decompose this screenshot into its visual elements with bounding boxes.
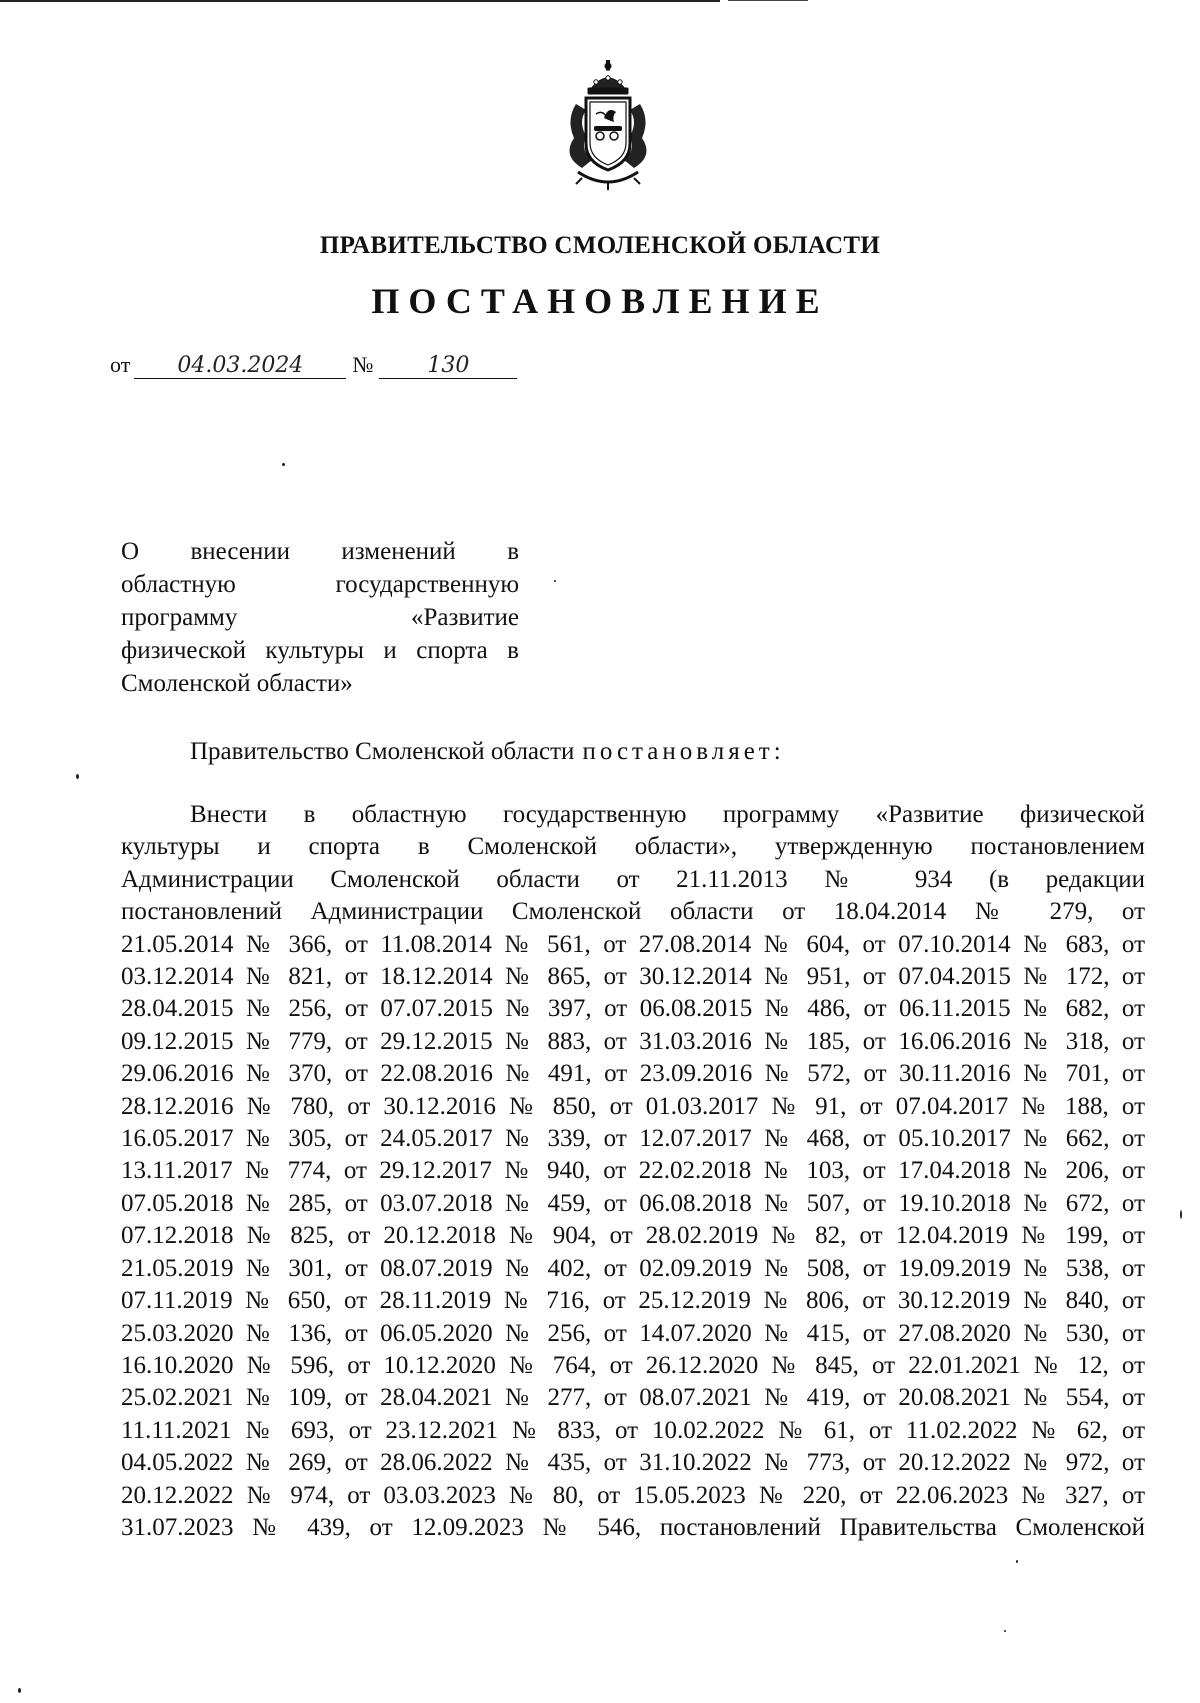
number-label: №: [352, 352, 374, 377]
body-line: 16.10.2020 № 596, от 10.12.2020 № 764, от 26.12.2020 № 845, от 22.01.2021 № 12, от: [121, 1351, 1145, 1379]
subject-line: О внесении изменений в: [121, 538, 519, 565]
body-line: 20.12.2022 № 974, от 03.03.2023 № 80, от 15.05.2023 № 220, от 22.06.2023 № 327, от: [121, 1481, 1145, 1509]
body-line: 25.03.2020 № 136, от 06.05.2020 № 256, от 14.07.2020 № 415, от 27.08.2020 № 530, от: [121, 1319, 1145, 1347]
scan-speck: [18, 1688, 21, 1693]
resolve-verb: постановляет:: [582, 738, 785, 765]
body-line: 04.05.2022 № 269, от 28.06.2022 № 435, от 31.10.2022 № 773, от 20.12.2022 № 972, от: [121, 1449, 1145, 1477]
body-line: 21.05.2014 № 366, от 11.08.2014 № 561, от 27.08.2014 № 604, от 07.10.2014 № 683, от: [121, 930, 1145, 958]
body-line: 07.11.2019 № 650, от 28.11.2019 № 716, от 25.12.2019 № 806, от 30.12.2019 № 840, от: [121, 1287, 1145, 1315]
subject-line: Смоленской области»: [121, 670, 353, 697]
scan-speck: [554, 580, 556, 582]
body-line: 31.07.2023 № 439, от 12.09.2023 № 546, постановлений Правительства Смоленской: [121, 1513, 1145, 1541]
document-subject: [121, 535, 519, 700]
scan-speck: [282, 463, 285, 466]
body-line: 07.12.2018 № 825, от 20.12.2018 № 904, от 28.02.2019 № 82, от 12.04.2019 № 199, от: [121, 1222, 1145, 1250]
scan-edge-rule: [0, 0, 720, 2]
resolving-clause: [190, 738, 785, 766]
body-line: 13.11.2017 № 774, от 29.12.2017 № 940, от 22.02.2018 № 103, от 17.04.2018 № 206, от: [121, 1157, 1145, 1185]
body-line: постановлений Администрации Смоленской области от 18.04.2014 № 279, от: [121, 898, 1145, 926]
government-title: ПРАВИТЕЛЬСТВО СМОЛЕНСКОЙ ОБЛАСТИ: [319, 232, 881, 259]
subject-line: физической культуры и спорта в: [121, 637, 519, 664]
body-line: 28.12.2016 № 780, от 30.12.2016 № 850, от 01.03.2017 № 91, от 07.04.2017 № 188, от: [121, 1092, 1145, 1120]
date-number-line: [110, 352, 517, 379]
scan-speck: [76, 774, 79, 779]
body-paragraph: [121, 799, 1145, 1544]
body-line: Администрации Смоленской области от 21.11.2013 № 934 (в редакции: [121, 865, 1145, 893]
resolve-lead: Правительство Смоленской области: [190, 738, 575, 765]
scan-speck: [1016, 1560, 1018, 1563]
body-line: 29.06.2016 № 370, от 22.08.2016 № 491, от 23.09.2016 № 572, от 30.11.2016 № 701, от: [121, 1060, 1145, 1088]
body-line: 09.12.2015 № 779, от 29.12.2015 № 883, от 31.03.2016 № 185, от 16.06.2016 № 318, от: [121, 1027, 1145, 1055]
from-label: от: [110, 352, 131, 377]
subject-line: областную государственную: [121, 571, 519, 598]
body-line: Внести в областную государственную программу «Развитие физической: [190, 801, 1145, 828]
body-line: 16.05.2017 № 305, от 24.05.2017 № 339, от 12.07.2017 № 468, от 05.10.2017 № 662, от: [121, 1125, 1145, 1153]
body-line: 25.02.2021 № 109, от 28.04.2021 № 277, от 08.07.2021 № 419, от 20.08.2021 № 554, от: [121, 1384, 1145, 1412]
subject-line: программу «Развитие: [121, 604, 519, 631]
body-line: 07.05.2018 № 285, от 03.07.2018 № 459, от 06.08.2018 № 507, от 19.10.2018 № 672, от: [121, 1189, 1145, 1217]
coat-of-arms-icon: [552, 60, 664, 192]
document-type-heading: ПОСТАНОВЛЕНИЕ: [371, 281, 829, 321]
document-number: 130: [379, 354, 517, 379]
body-line: 21.05.2019 № 301, от 08.07.2019 № 402, от 02.09.2019 № 508, от 19.09.2019 № 538, от: [121, 1254, 1145, 1282]
body-line: культуры и спорта в Смоленской области», утвержденную постановлением: [121, 833, 1145, 861]
scan-edge-rule: [728, 0, 808, 1]
scan-speck: [1180, 1210, 1182, 1219]
body-line: 03.12.2014 № 821, от 18.12.2014 № 865, от 30.12.2014 № 951, от 07.04.2015 № 172, от: [121, 963, 1145, 991]
scan-speck: [1004, 1630, 1006, 1632]
body-line: 11.11.2021 № 693, от 23.12.2021 № 833, от 10.02.2022 № 61, от 11.02.2022 № 62, от: [121, 1416, 1145, 1444]
document-date: 04.03.2024: [134, 354, 346, 379]
body-line: 28.04.2015 № 256, от 07.07.2015 № 397, от 06.08.2015 № 486, от 06.11.2015 № 682, от: [121, 995, 1145, 1023]
